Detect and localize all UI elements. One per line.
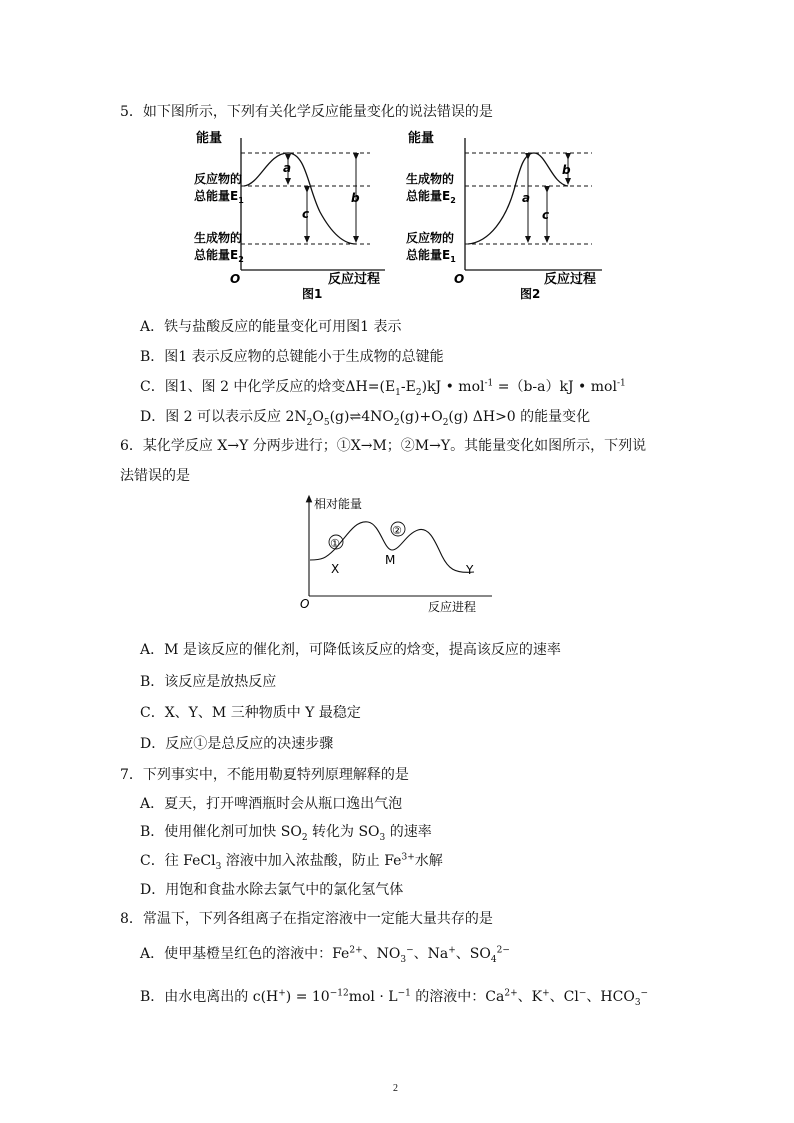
fig1-label-a: a	[283, 161, 292, 175]
fig2-curve	[468, 153, 568, 244]
q6-step1-label: ①	[330, 537, 340, 550]
fig1-caption: 图1	[302, 287, 323, 300]
q5-figure-1	[190, 128, 400, 300]
q6-option-c[interactable]: C．X、Y、M 三种物质中 Y 最稳定	[140, 705, 361, 721]
fig1-curve	[244, 153, 356, 244]
q6-stem-line-2: 法错误的是	[120, 468, 190, 484]
q6-ylabel: 相对能量	[314, 497, 363, 511]
fig2-bottom-label-2: 总能量$E_1$	[406, 248, 456, 264]
fig1-reactant-label-2: 总能量$E_1$	[194, 189, 244, 205]
q6-option-b[interactable]: B．该反应是放热反应	[140, 674, 277, 690]
q6-option-d[interactable]: D．反应①是总反应的决速步骤	[140, 736, 334, 752]
fig1-ylabel: 能量	[196, 131, 223, 146]
fig2-ylabel: 能量	[408, 131, 435, 146]
q6-option-a[interactable]: A．M 是该反应的催化剂，可降低该反应的焓变，提高该反应的速率	[140, 642, 561, 658]
q6-xlabel: 反应进程	[428, 600, 477, 614]
fig1-product-label-1: 生成物的	[194, 231, 243, 245]
fig2-label-a: a	[522, 191, 531, 205]
q5-option-b[interactable]: B．图1 表示反应物的总键能小于生成物的总键能	[140, 349, 444, 365]
fig1-label-c: c	[302, 207, 310, 221]
fig1-origin: O	[230, 272, 241, 286]
fig1-xlabel: 反应过程	[328, 272, 381, 287]
q5-option-a[interactable]: A．铁与盐酸反应的能量变化可用图1 表示	[140, 319, 402, 335]
q6-origin: O	[300, 597, 310, 611]
q6-figure	[296, 492, 496, 622]
fig2-bottom-label-1: 反应物的	[406, 231, 455, 245]
q6-label-x: X	[331, 562, 340, 576]
fig2-label-c: c	[542, 208, 550, 222]
q8-option-a[interactable]: A．使甲基橙呈红色的溶液中：$Fe^{2+}$、$NO_3^-$、Na+、$SO_4^{2-}$	[140, 945, 510, 965]
q6-label-y: Y	[466, 563, 474, 577]
fig2-top-label-2: 总能量$E_2$	[406, 189, 456, 205]
q7-option-c[interactable]: C．往 FeCl$_3$ 溶液中加入浓盐酸，防止 $Fe^{3+}$水解	[140, 852, 443, 872]
fig1-product-label-2: 总能量$E_2$	[194, 248, 244, 264]
q7-option-a[interactable]: A．夏天，打开啤酒瓶时会从瓶口逸出气泡	[140, 796, 403, 812]
q5-option-c[interactable]: C．图1、图 2 中化学反应的焓变$\Delta H=(E_1-E_2)kJ$ • mol$^{-1}$ =（b-a）kJ • mol$^{-1}$	[140, 378, 626, 398]
fig2-label-b: b	[562, 163, 571, 177]
q6-stem-line-1: 6．某化学反应 X→Y 分两步进行；①X→M；②M→Y。其能量变化如图所示，下列说	[120, 438, 647, 454]
fig2-top-label-1: 生成物的	[406, 172, 455, 186]
q5-option-d[interactable]: D．图 2 可以表示反应 $2N_2O_5(g)\rightleftharpoons 4NO_2(g)+O_2(g)$ ΔH>0 的能量变化	[140, 409, 591, 428]
q7-option-b[interactable]: B．使用催化剂可加快 $SO_2$ 转化为 $SO_3$ 的速率	[140, 824, 432, 843]
q8-stem: 8．常温下，下列各组离子在指定溶液中一定能大量共存的是	[120, 911, 493, 927]
fig1-reactant-label-1: 反应物的	[194, 172, 243, 186]
q8-option-b[interactable]: B．由水电离出的 $c(H^+) = 10^{-12}mol \cdot L^{-1}$ 的溶液中：$Ca^{2+}$、K+、Cl−、$HCO_3^-$	[140, 988, 649, 1008]
page-number: 2	[393, 1083, 398, 1094]
q7-stem: 7．下列事实中，不能用勒夏特列原理解释的是	[120, 767, 409, 783]
fig2-xlabel: 反应过程	[544, 272, 597, 287]
q6-step2-label: ②	[392, 524, 402, 537]
q7-option-d[interactable]: D．用饱和食盐水除去氯气中的氯化氢气体	[140, 882, 404, 898]
q6-label-m: M	[385, 553, 396, 567]
q5-figure-2	[402, 128, 612, 300]
fig2-caption: 图2	[520, 287, 541, 300]
fig1-label-b: b	[351, 191, 360, 205]
fig2-origin: O	[454, 272, 465, 286]
q5-stem: 5．如下图所示，下列有关化学反应能量变化的说法错误的是	[120, 104, 493, 120]
